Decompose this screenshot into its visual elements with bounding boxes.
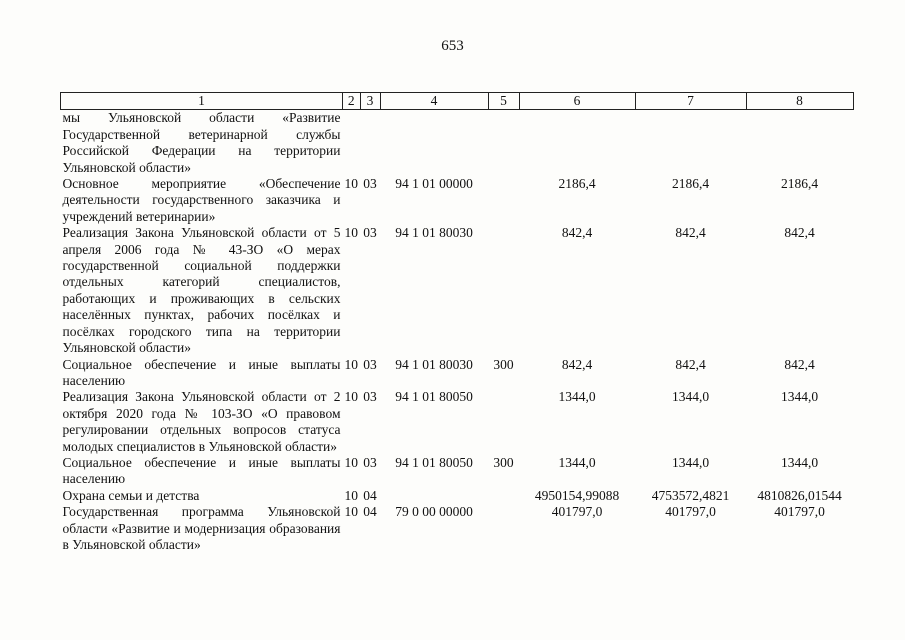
target-article-code: 94 1 01 80030 (395, 356, 473, 372)
section-code: 10 (344, 356, 358, 372)
column-header-4: 4 (380, 93, 488, 110)
amount-col-7: 401797,0 (665, 504, 716, 520)
section-code: 10 (344, 225, 358, 241)
amount-col-6: 842,4 (561, 356, 593, 372)
subsection-code: 03 (363, 454, 377, 470)
table-row (61, 110, 854, 176)
row-name: Реализация Закона Ульяновской области от 2 октября 2020 года № 103-ЗО «О правовом регулировании отдельных вопросов статуса молодых специалистов в Ульяновской области» (62, 389, 341, 454)
amount-col-8: 1344,0 (780, 454, 819, 470)
amount-col-6: 2186,4 (558, 176, 596, 192)
amount-col-6: 1344,0 (558, 454, 596, 470)
table-row (61, 225, 854, 356)
section-code: 10 (344, 454, 358, 470)
table-row (61, 357, 854, 390)
amount-col-7: 4753572,4821 (651, 487, 730, 503)
header-row (61, 93, 854, 110)
column-header-8: 8 (746, 93, 853, 110)
table-row (61, 504, 854, 553)
row-name: мы Ульяновской области «Развитие Государственной ветеринарной службы Российской Федерации на территории Ульяновской области» (62, 110, 341, 175)
amount-col-8: 1344,0 (780, 389, 819, 405)
target-article-code: 79 0 00 00000 (395, 504, 473, 520)
subsection-code: 04 (363, 504, 377, 520)
expense-type-code (488, 389, 519, 455)
amount-col-6: 842,4 (561, 225, 593, 241)
row-name: Социальное обеспечение и иные выплаты населению (62, 454, 341, 487)
amount-col-7: 842,4 (675, 356, 706, 372)
expense-type-code: 300 (493, 356, 514, 372)
column-header-2: 2 (343, 93, 361, 110)
column-header-5: 5 (488, 93, 519, 110)
amount-col-6: 401797,0 (551, 504, 603, 520)
subsection-code: 03 (363, 176, 377, 192)
row-name: Социальное обеспечение и иные выплаты населению (62, 356, 341, 388)
amount-col-7 (635, 110, 746, 176)
row-name: Реализация Закона Ульяновской области от 5 апреля 2006 года № 43-ЗО «О мерах государственной социальной поддержки отдельных категорий специалистов, работающих и проживающих в сельских населённых пунктах, рабочих посёлках и посёлках городского типа на территории Ульяновской области» (62, 225, 341, 356)
amount-col-8: 842,4 (784, 225, 815, 241)
section-code: 10 (344, 504, 358, 520)
subsection-code: 03 (363, 389, 377, 405)
amount-col-7: 842,4 (675, 225, 706, 241)
expense-type-code (488, 504, 519, 553)
page-number: 653 (441, 38, 464, 54)
amount-col-8: 401797,0 (774, 504, 825, 520)
expense-type-code (488, 488, 519, 504)
subsection-code (360, 110, 380, 176)
subsection-code: 03 (363, 356, 377, 372)
amount-col-8: 842,4 (784, 356, 815, 372)
amount-col-8 (746, 110, 853, 176)
table-row (61, 389, 854, 455)
amount-col-6: 4950154,99088 (534, 487, 620, 503)
column-header-7: 7 (635, 93, 746, 110)
expense-type-code (488, 225, 519, 356)
row-name: Государственная программа Ульяновской области «Развитие и модернизация образования в Ульяновской области» (62, 504, 341, 552)
section-code: 10 (344, 487, 358, 503)
target-article-code: 94 1 01 80050 (395, 389, 473, 405)
amount-col-8: 2186,4 (780, 176, 819, 192)
amount-col-6: 1344,0 (558, 389, 596, 405)
amount-col-8: 4810826,01544 (757, 487, 842, 503)
section-code: 10 (344, 176, 358, 192)
target-article-code: 94 1 01 80030 (395, 225, 473, 241)
target-article-code (380, 110, 488, 176)
amount-col-7: 2186,4 (671, 176, 710, 192)
target-article-code (380, 488, 488, 504)
expense-type-code (488, 110, 519, 176)
budget-table (60, 92, 854, 553)
expense-type-code (488, 176, 519, 225)
column-header-6: 6 (519, 93, 635, 110)
section-code: 10 (344, 389, 358, 405)
table-row (61, 176, 854, 225)
target-article-code: 94 1 01 00000 (395, 176, 473, 192)
subsection-code: 03 (363, 225, 377, 241)
amount-col-7: 1344,0 (671, 454, 710, 470)
column-header-1: 1 (61, 93, 343, 110)
amount-col-7: 1344,0 (671, 389, 710, 405)
row-name: Охрана семьи и детства (62, 487, 200, 503)
amount-col-6 (519, 110, 635, 176)
row-name: Основное мероприятие «Обеспечение деятельности государственного заказчика и учреждений ветеринарии» (62, 176, 341, 224)
section-code (343, 110, 361, 176)
subsection-code: 04 (363, 487, 377, 503)
table-row (61, 488, 854, 504)
table-row (61, 455, 854, 488)
expense-type-code: 300 (493, 454, 514, 470)
column-header-3: 3 (360, 93, 380, 110)
target-article-code: 94 1 01 80050 (395, 454, 473, 470)
